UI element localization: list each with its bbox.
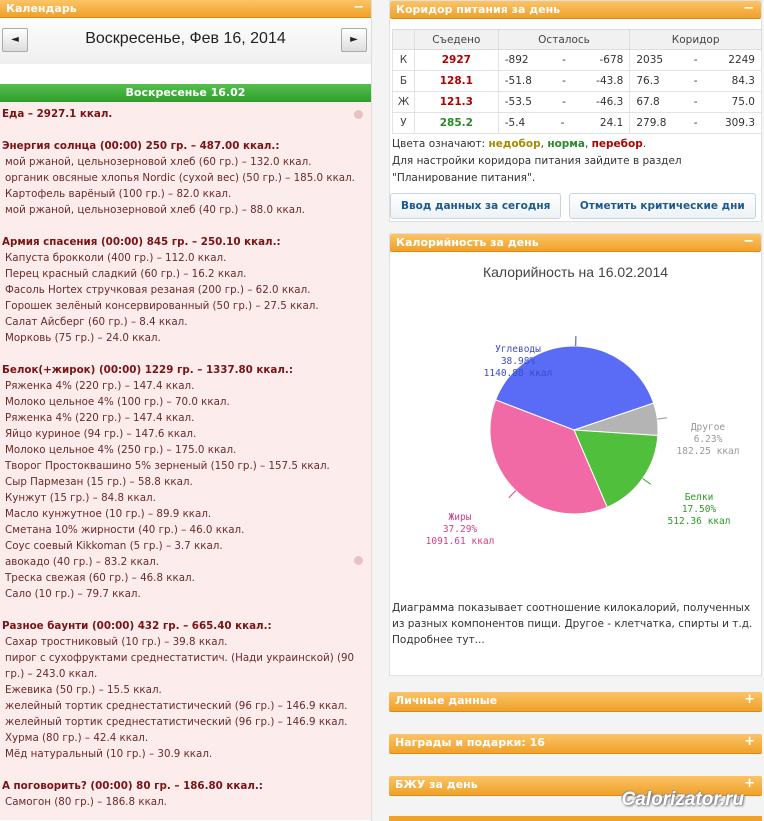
corridor-range — [630, 71, 762, 92]
chart-description: Диаграмма показывает соотношение килокалорий, полученных из разных компонентов пищи. Другое - клетчатка, спирты и т.д. Подробнее тут... — [392, 602, 753, 646]
column-header-empty — [393, 30, 415, 50]
slice-label-value: 512.36 ккал — [667, 516, 731, 527]
next-day-button[interactable]: ► — [341, 28, 367, 52]
legend-norm: норма — [547, 138, 585, 150]
food-item[interactable]: Горошек зелёный консервированный (50 гр.) – 27.5 ккал. — [5, 300, 319, 312]
meal-title[interactable]: Разное баунти (00:00) 432 гр. – 665.40 ккал.: — [2, 620, 272, 632]
food-item[interactable]: органик овсяные хлопья Nordic (сухой вес) (50 гр.) – 185.0 ккал. — [5, 172, 355, 184]
food-item[interactable]: Молоко цельное 4% (100 гр.) – 70.0 ккал. — [5, 396, 230, 408]
slice-label-percent: 37.29% — [442, 524, 478, 535]
food-item[interactable]: Мёд натуральный (10 гр.) – 30.9 ккал. — [5, 748, 213, 760]
corridor-header[interactable] — [390, 1, 761, 19]
remaining-to: 24.1 — [599, 117, 624, 129]
food-item[interactable]: мой ржаной, цельнозерновой хлеб (40 гр.) – 88.0 ккал. — [5, 204, 305, 216]
food-item[interactable]: Капуста брокколи (400 гр.) – 112.0 ккал. — [5, 252, 227, 264]
slice-label-value: 182.25 ккал — [676, 446, 740, 457]
eaten-value: 128.1 — [414, 71, 498, 92]
personal-data-title: Личные данные — [395, 694, 498, 707]
chart-title: Калорийность на 16.02.2014 — [482, 264, 669, 280]
legend-end: . — [642, 138, 647, 150]
food-item[interactable]: желейный тортик среднестатистический (96 гр.) – 146.9 ккал. — [5, 700, 348, 712]
prev-day-button[interactable]: ◄ — [2, 28, 28, 52]
calories-header-title: Калорийность за день — [396, 236, 539, 249]
range-dash: - — [562, 96, 566, 108]
eaten-value: 285.2 — [414, 113, 498, 134]
collapse-icon[interactable]: − — [353, 0, 364, 15]
slice-label-name: Жиры — [448, 512, 472, 523]
collapse-icon[interactable]: − — [743, 234, 754, 249]
table-row — [393, 50, 762, 71]
calendar-header[interactable] — [0, 0, 371, 18]
expand-icon[interactable]: + — [744, 734, 755, 749]
column-header-remaining: Осталось — [498, 30, 630, 50]
expand-icon[interactable]: + — [744, 776, 755, 791]
calendar-panel — [0, 0, 372, 821]
food-item[interactable]: Соус соевый Kikkoman (5 гр.) – 3.7 ккал. — [5, 540, 223, 552]
color-legend: Цвета означают: недобор, норма, перебор. Для настройки коридора питания зайдите в раздел "Планирование питания". — [392, 138, 682, 184]
range-dash: - — [562, 54, 566, 66]
expand-icon[interactable]: + — [744, 692, 755, 707]
calories-header[interactable] — [390, 234, 761, 252]
food-item[interactable]: Морковь (75 гр.) – 24.0 ккал. — [5, 332, 161, 344]
eaten-value: 2927 — [414, 50, 498, 71]
meal-block — [2, 138, 369, 218]
corridor-from: 67.8 — [636, 96, 660, 108]
watermark-logo: Calorizator.ru — [621, 789, 744, 810]
food-item[interactable]: пирог с сухофруктами среднестатистич. (Нади украинской) (90 гр.) – 243.0 ккал. — [5, 652, 355, 680]
bju-title: БЖУ за день — [395, 778, 478, 791]
row-label: К — [393, 50, 415, 71]
legend-over: перебор — [591, 138, 643, 150]
corridor-to: 309.3 — [724, 117, 755, 129]
food-item[interactable]: Творог Простоквашино 5% зерненый (150 гр.) – 157.5 ккал. — [5, 460, 330, 472]
food-item[interactable]: Ряженка 4% (220 гр.) – 147.4 ккал. — [5, 412, 195, 424]
food-item[interactable]: Хурма (80 гр.) – 42.4 ккал. — [5, 732, 149, 744]
food-item[interactable]: Сахар тростниковый (10 гр.) – 39.8 ккал. — [5, 636, 228, 648]
meal-block — [2, 234, 369, 346]
calories-panel — [389, 233, 762, 676]
food-item[interactable]: мой ржаной, цельнозерновой хлеб (60 гр.) – 132.0 ккал. — [5, 156, 312, 168]
range-dash: - — [693, 96, 698, 108]
corridor-table — [392, 29, 762, 134]
leader-line — [643, 478, 651, 484]
row-label: У — [393, 113, 415, 134]
corridor-from: 2035 — [636, 54, 664, 66]
legend-low: недобор — [488, 138, 541, 150]
mark-critical-days-button[interactable]: Отметить критические дни — [569, 193, 756, 219]
food-item[interactable]: Яйцо куриное (94 гр.) – 147.6 ккал. — [5, 428, 197, 440]
scroll-dot-icon — [354, 110, 363, 119]
range-dash: - — [693, 75, 698, 87]
corridor-panel — [389, 0, 762, 222]
remaining-from: -5.4 — [504, 117, 526, 129]
corridor-to: 75.0 — [731, 96, 755, 108]
setup-text: Для настройки коридора питания зайдите в раздел "Планирование питания". — [392, 155, 682, 184]
remaining-to: -678 — [599, 54, 624, 66]
corridor-to: 84.3 — [731, 75, 755, 87]
corridor-range — [630, 92, 762, 113]
current-date-title: Воскресенье, Фев 16, 2014 — [85, 30, 286, 47]
meal-title[interactable]: Армия спасения (00:00) 845 гр. – 250.10 ккал.: — [2, 236, 281, 248]
range-dash: - — [562, 75, 566, 87]
button-row — [390, 189, 761, 219]
remaining-range — [498, 92, 630, 113]
food-item[interactable]: Сало (10 гр.) – 79.7 ккал. — [5, 588, 141, 600]
food-item[interactable]: желейный тортик среднестатистический (96 гр.) – 146.9 ккал. — [5, 716, 348, 728]
meal-title[interactable]: Белок(+жирок) (00:00) 1229 гр. – 1337.80 ккал.: — [2, 364, 293, 376]
meal-title[interactable]: А поговорить? (00:00) 80 гр. – 186.80 ккал.: — [2, 780, 263, 792]
table-row — [393, 71, 762, 92]
slice-label-name: Углеводы — [495, 344, 541, 355]
meal-block — [2, 362, 369, 602]
food-item[interactable]: Масло кунжутное (10 гр.) – 89.9 ккал. — [5, 508, 212, 520]
food-item[interactable]: Ряженка 4% (220 гр.) – 147.4 ккал. — [5, 380, 195, 392]
table-row — [393, 113, 762, 134]
food-item[interactable]: Картофель варёный (100 гр.) – 82.0 ккал. — [5, 188, 232, 200]
row-label: Ж — [393, 92, 415, 113]
food-total: Еда – 2927.1 ккал. — [2, 108, 113, 120]
remaining-range — [498, 50, 630, 71]
corridor-to: 2249 — [728, 54, 755, 66]
slice-label-value: 1091.61 ккал — [425, 536, 495, 547]
corridor-from: 76.3 — [636, 75, 660, 87]
row-label: Б — [393, 71, 415, 92]
slice-label-percent: 38.98% — [500, 356, 536, 367]
food-log — [0, 102, 371, 820]
day-bar[interactable]: Воскресенье 16.02 — [0, 84, 371, 102]
enter-today-button[interactable]: Ввод данных за сегодня — [390, 193, 561, 219]
next-panel-edge — [389, 816, 762, 821]
slice-label-percent: 6.23% — [693, 434, 723, 445]
date-navigator — [0, 18, 371, 64]
collapse-icon[interactable]: − — [743, 1, 754, 16]
slice-label-name: Другое — [690, 422, 726, 433]
scroll-dot-icon — [354, 556, 363, 565]
remaining-to: -46.3 — [596, 96, 624, 108]
legend-prefix: Цвета означают: — [392, 138, 486, 150]
calories-pie-chart — [390, 280, 763, 600]
leader-line — [509, 491, 516, 498]
food-item[interactable]: Молоко цельное 4% (250 гр.) – 175.0 ккал. — [5, 444, 237, 456]
food-item[interactable]: Салат Айсберг (60 гр.) – 8.4 ккал. — [5, 316, 188, 328]
meal-block — [2, 778, 369, 810]
remaining-from: -892 — [504, 54, 529, 66]
calendar-header-title: Календарь — [6, 2, 77, 15]
column-header-corridor: Коридор — [630, 30, 762, 50]
range-dash: - — [693, 117, 698, 129]
food-item[interactable]: Ежевика (50 гр.) – 15.5 ккал. — [5, 684, 162, 696]
food-item[interactable]: авокадо (40 гр.) – 83.2 ккал. — [5, 556, 160, 568]
range-dash: - — [560, 117, 565, 129]
food-item[interactable]: Кунжут (15 гр.) – 84.8 ккал. — [5, 492, 156, 504]
rewards-header[interactable] — [389, 734, 762, 754]
remaining-from: -51.8 — [504, 75, 532, 87]
range-dash: - — [693, 54, 698, 66]
remaining-range — [498, 113, 630, 134]
eaten-value: 121.3 — [414, 92, 498, 113]
personal-data-header[interactable] — [389, 692, 762, 712]
table-header-row — [393, 30, 762, 50]
food-item[interactable]: Самогон (80 гр.) – 186.8 ккал. — [5, 796, 167, 808]
meal-title[interactable]: Энергия солнца (00:00) 250 гр. – 487.00 ккал.: — [2, 140, 280, 152]
column-header-eaten: Съедено — [414, 30, 498, 50]
food-item[interactable]: Фасоль Hortex стручковая резаная (200 гр.) – 62.0 ккал. — [5, 284, 311, 296]
slice-label-value: 1140.88 ккал — [483, 368, 553, 379]
corridor-range — [630, 113, 762, 134]
corridor-range — [630, 50, 762, 71]
corridor-header-title: Коридор питания за день — [396, 3, 561, 16]
slice-label-percent: 17.50% — [681, 504, 717, 515]
meal-block — [2, 618, 369, 762]
rewards-panel — [389, 734, 762, 758]
food-item[interactable]: Сыр Пармезан (15 гр.) – 58.8 ккал. — [5, 476, 193, 488]
personal-data-panel — [389, 692, 762, 716]
food-item[interactable]: Перец красный сладкий (60 гр.) – 16.2 ккал. — [5, 268, 247, 280]
table-row — [393, 92, 762, 113]
corridor-from: 279.8 — [636, 117, 667, 129]
remaining-from: -53.5 — [504, 96, 532, 108]
rewards-title: Награды и подарки: 16 — [395, 736, 545, 749]
remaining-to: -43.8 — [596, 75, 624, 87]
food-item[interactable]: Треска свежая (60 гр.) – 46.8 ккал. — [5, 572, 195, 584]
remaining-range — [498, 71, 630, 92]
food-item[interactable]: Сметана 10% жирности (40 гр.) – 46.0 ккал. — [5, 524, 245, 536]
slice-label-name: Белки — [684, 492, 714, 503]
leader-line — [657, 418, 667, 419]
